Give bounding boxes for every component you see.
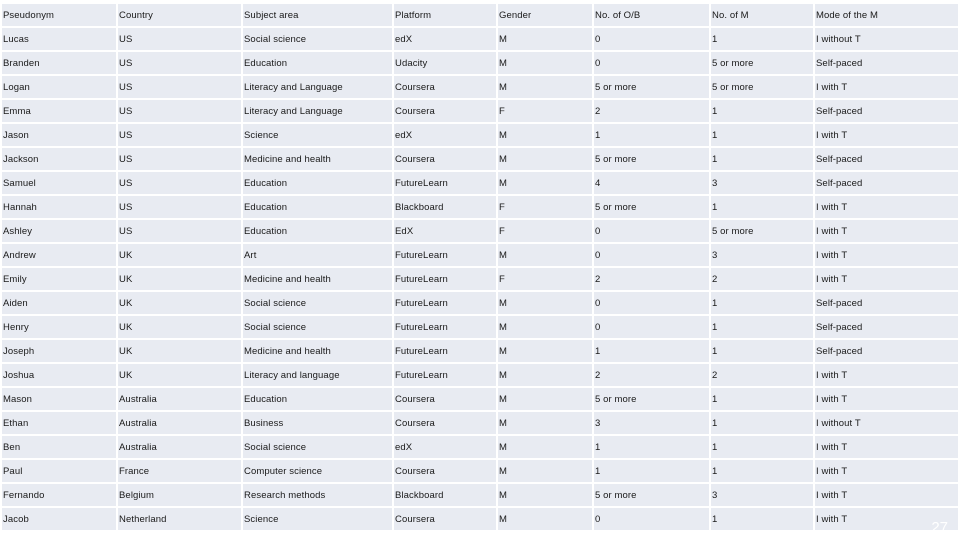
platform-cell: FutureLearn (394, 172, 496, 194)
mode-of-m-cell: Self-paced (815, 316, 958, 338)
table-row (2, 124, 958, 146)
mode-of-m-cell: Self-paced (815, 292, 958, 314)
no-of-ob-cell: 5 or more (594, 76, 709, 98)
no-of-m-cell: 2 (711, 364, 813, 386)
no-of-ob-cell: 2 (594, 364, 709, 386)
country-cell: US (118, 100, 241, 122)
mode-of-m-cell: I with T (815, 436, 958, 458)
no-of-ob-cell: 4 (594, 172, 709, 194)
no-of-m-cell: 1 (711, 388, 813, 410)
table-row (2, 100, 958, 122)
pseudonym-cell: Joseph (2, 340, 116, 362)
no-of-ob-cell: 1 (594, 460, 709, 482)
no-of-m-cell: 1 (711, 508, 813, 530)
no-of-m-cell: 2 (711, 268, 813, 290)
pseudonym-cell: Fernando (2, 484, 116, 506)
subject-area-cell: Art (243, 244, 392, 266)
country-cell: US (118, 76, 241, 98)
pseudonym-cell: Branden (2, 52, 116, 74)
column-header-no-of-m: No. of M (711, 4, 813, 26)
no-of-m-cell: 1 (711, 148, 813, 170)
platform-cell: Coursera (394, 388, 496, 410)
platform-cell: FutureLearn (394, 316, 496, 338)
table-row (2, 484, 958, 506)
no-of-m-cell: 1 (711, 196, 813, 218)
gender-cell: M (498, 244, 592, 266)
country-cell: UK (118, 316, 241, 338)
table-header-row (2, 4, 958, 26)
platform-cell: edX (394, 124, 496, 146)
subject-area-cell: Education (243, 220, 392, 242)
platform-cell: Coursera (394, 412, 496, 434)
gender-cell: M (498, 388, 592, 410)
country-cell: Australia (118, 412, 241, 434)
table-row (2, 508, 958, 530)
gender-cell: M (498, 436, 592, 458)
no-of-ob-cell: 0 (594, 52, 709, 74)
mode-of-m-cell: I with T (815, 268, 958, 290)
participants-table (0, 2, 960, 532)
subject-area-cell: Social science (243, 316, 392, 338)
subject-area-cell: Literacy and language (243, 364, 392, 386)
platform-cell: Udacity (394, 52, 496, 74)
country-cell: UK (118, 244, 241, 266)
column-header-platform: Platform (394, 4, 496, 26)
subject-area-cell: Medicine and health (243, 340, 392, 362)
gender-cell: M (498, 124, 592, 146)
pseudonym-cell: Jackson (2, 148, 116, 170)
gender-cell: M (498, 172, 592, 194)
country-cell: France (118, 460, 241, 482)
gender-cell: M (498, 508, 592, 530)
no-of-m-cell: 1 (711, 340, 813, 362)
mode-of-m-cell: I with T (815, 244, 958, 266)
no-of-m-cell: 1 (711, 28, 813, 50)
gender-cell: M (498, 52, 592, 74)
gender-cell: M (498, 76, 592, 98)
platform-cell: Coursera (394, 100, 496, 122)
pseudonym-cell: Paul (2, 460, 116, 482)
mode-of-m-cell: I without T (815, 412, 958, 434)
gender-cell: M (498, 460, 592, 482)
gender-cell: F (498, 100, 592, 122)
platform-cell: Coursera (394, 460, 496, 482)
pseudonym-cell: Lucas (2, 28, 116, 50)
country-cell: US (118, 28, 241, 50)
no-of-m-cell: 1 (711, 460, 813, 482)
platform-cell: FutureLearn (394, 268, 496, 290)
country-cell: US (118, 220, 241, 242)
subject-area-cell: Education (243, 196, 392, 218)
no-of-m-cell: 1 (711, 316, 813, 338)
table-row (2, 268, 958, 290)
table-row (2, 316, 958, 338)
no-of-ob-cell: 0 (594, 292, 709, 314)
no-of-m-cell: 5 or more (711, 76, 813, 98)
country-cell: UK (118, 292, 241, 314)
platform-cell: Coursera (394, 148, 496, 170)
no-of-ob-cell: 5 or more (594, 196, 709, 218)
table-row (2, 412, 958, 434)
table-row (2, 172, 958, 194)
mode-of-m-cell: I with T (815, 484, 958, 506)
pseudonym-cell: Emma (2, 100, 116, 122)
no-of-ob-cell: 0 (594, 508, 709, 530)
country-cell: US (118, 52, 241, 74)
table-row (2, 148, 958, 170)
gender-cell: M (498, 484, 592, 506)
platform-cell: FutureLearn (394, 244, 496, 266)
gender-cell: M (498, 148, 592, 170)
no-of-m-cell: 5 or more (711, 220, 813, 242)
no-of-ob-cell: 0 (594, 28, 709, 50)
no-of-m-cell: 1 (711, 292, 813, 314)
table-row (2, 436, 958, 458)
subject-area-cell: Business (243, 412, 392, 434)
platform-cell: edX (394, 436, 496, 458)
pseudonym-cell: Emily (2, 268, 116, 290)
gender-cell: M (498, 412, 592, 434)
platform-cell: Coursera (394, 508, 496, 530)
subject-area-cell: Research methods (243, 484, 392, 506)
mode-of-m-cell: I with T (815, 388, 958, 410)
platform-cell: Blackboard (394, 484, 496, 506)
subject-area-cell: Science (243, 508, 392, 530)
country-cell: UK (118, 340, 241, 362)
no-of-ob-cell: 0 (594, 316, 709, 338)
table-row (2, 460, 958, 482)
gender-cell: M (498, 340, 592, 362)
table-row (2, 388, 958, 410)
no-of-m-cell: 1 (711, 412, 813, 434)
mode-of-m-cell: Self-paced (815, 100, 958, 122)
subject-area-cell: Science (243, 124, 392, 146)
platform-cell: EdX (394, 220, 496, 242)
pseudonym-cell: Aiden (2, 292, 116, 314)
subject-area-cell: Social science (243, 436, 392, 458)
gender-cell: M (498, 292, 592, 314)
country-cell: UK (118, 268, 241, 290)
no-of-ob-cell: 2 (594, 100, 709, 122)
mode-of-m-cell: I with T (815, 76, 958, 98)
mode-of-m-cell: Self-paced (815, 172, 958, 194)
pseudonym-cell: Hannah (2, 196, 116, 218)
no-of-m-cell: 3 (711, 244, 813, 266)
pseudonym-cell: Logan (2, 76, 116, 98)
subject-area-cell: Education (243, 388, 392, 410)
platform-cell: Blackboard (394, 196, 496, 218)
gender-cell: M (498, 28, 592, 50)
no-of-m-cell: 5 or more (711, 52, 813, 74)
gender-cell: M (498, 316, 592, 338)
mode-of-m-cell: Self-paced (815, 148, 958, 170)
country-cell: US (118, 148, 241, 170)
table-row (2, 76, 958, 98)
subject-area-cell: Computer science (243, 460, 392, 482)
no-of-ob-cell: 0 (594, 244, 709, 266)
table-row (2, 196, 958, 218)
mode-of-m-cell: I with T (815, 124, 958, 146)
platform-cell: edX (394, 28, 496, 50)
no-of-ob-cell: 5 or more (594, 484, 709, 506)
pseudonym-cell: Ben (2, 436, 116, 458)
pseudonym-cell: Jacob (2, 508, 116, 530)
subject-area-cell: Education (243, 52, 392, 74)
table-row (2, 244, 958, 266)
mode-of-m-cell: I with T (815, 196, 958, 218)
country-cell: Australia (118, 388, 241, 410)
subject-area-cell: Medicine and health (243, 148, 392, 170)
mode-of-m-cell: Self-paced (815, 340, 958, 362)
subject-area-cell: Social science (243, 28, 392, 50)
no-of-m-cell: 3 (711, 484, 813, 506)
subject-area-cell: Literacy and Language (243, 76, 392, 98)
mode-of-m-cell: I with T (815, 364, 958, 386)
mode-of-m-cell: I with T (815, 460, 958, 482)
no-of-ob-cell: 1 (594, 436, 709, 458)
table-row (2, 52, 958, 74)
column-header-no-of-ob: No. of O/B (594, 4, 709, 26)
country-cell: US (118, 124, 241, 146)
pseudonym-cell: Joshua (2, 364, 116, 386)
no-of-m-cell: 1 (711, 100, 813, 122)
mode-of-m-cell: Self-paced (815, 52, 958, 74)
pseudonym-cell: Jason (2, 124, 116, 146)
no-of-ob-cell: 5 or more (594, 148, 709, 170)
platform-cell: FutureLearn (394, 364, 496, 386)
gender-cell: M (498, 364, 592, 386)
pseudonym-cell: Henry (2, 316, 116, 338)
no-of-m-cell: 1 (711, 124, 813, 146)
pseudonym-cell: Ethan (2, 412, 116, 434)
platform-cell: FutureLearn (394, 292, 496, 314)
pseudonym-cell: Andrew (2, 244, 116, 266)
platform-cell: FutureLearn (394, 340, 496, 362)
country-cell: Australia (118, 436, 241, 458)
no-of-ob-cell: 1 (594, 124, 709, 146)
subject-area-cell: Social science (243, 292, 392, 314)
pseudonym-cell: Ashley (2, 220, 116, 242)
gender-cell: F (498, 196, 592, 218)
table-body (2, 4, 958, 530)
table-row (2, 364, 958, 386)
pseudonym-cell: Samuel (2, 172, 116, 194)
no-of-ob-cell: 2 (594, 268, 709, 290)
table-row (2, 220, 958, 242)
page-number: 27 (931, 519, 948, 536)
country-cell: US (118, 196, 241, 218)
no-of-ob-cell: 5 or more (594, 388, 709, 410)
mode-of-m-cell: I with T (815, 220, 958, 242)
no-of-m-cell: 1 (711, 436, 813, 458)
country-cell: US (118, 172, 241, 194)
no-of-ob-cell: 3 (594, 412, 709, 434)
pseudonym-cell: Mason (2, 388, 116, 410)
country-cell: Belgium (118, 484, 241, 506)
column-header-country: Country (118, 4, 241, 26)
gender-cell: F (498, 268, 592, 290)
table-row (2, 28, 958, 50)
table-row (2, 292, 958, 314)
subject-area-cell: Education (243, 172, 392, 194)
gender-cell: F (498, 220, 592, 242)
column-header-gender: Gender (498, 4, 592, 26)
mode-of-m-cell: I without T (815, 28, 958, 50)
no-of-ob-cell: 0 (594, 220, 709, 242)
subject-area-cell: Medicine and health (243, 268, 392, 290)
table-row (2, 340, 958, 362)
column-header-mode-of-m: Mode of the M (815, 4, 958, 26)
subject-area-cell: Literacy and Language (243, 100, 392, 122)
column-header-pseudonym: Pseudonym (2, 4, 116, 26)
platform-cell: Coursera (394, 76, 496, 98)
country-cell: UK (118, 364, 241, 386)
mode-of-m-cell: I with T (815, 508, 958, 530)
no-of-m-cell: 3 (711, 172, 813, 194)
column-header-subject-area: Subject area (243, 4, 392, 26)
country-cell: Netherland (118, 508, 241, 530)
no-of-ob-cell: 1 (594, 340, 709, 362)
